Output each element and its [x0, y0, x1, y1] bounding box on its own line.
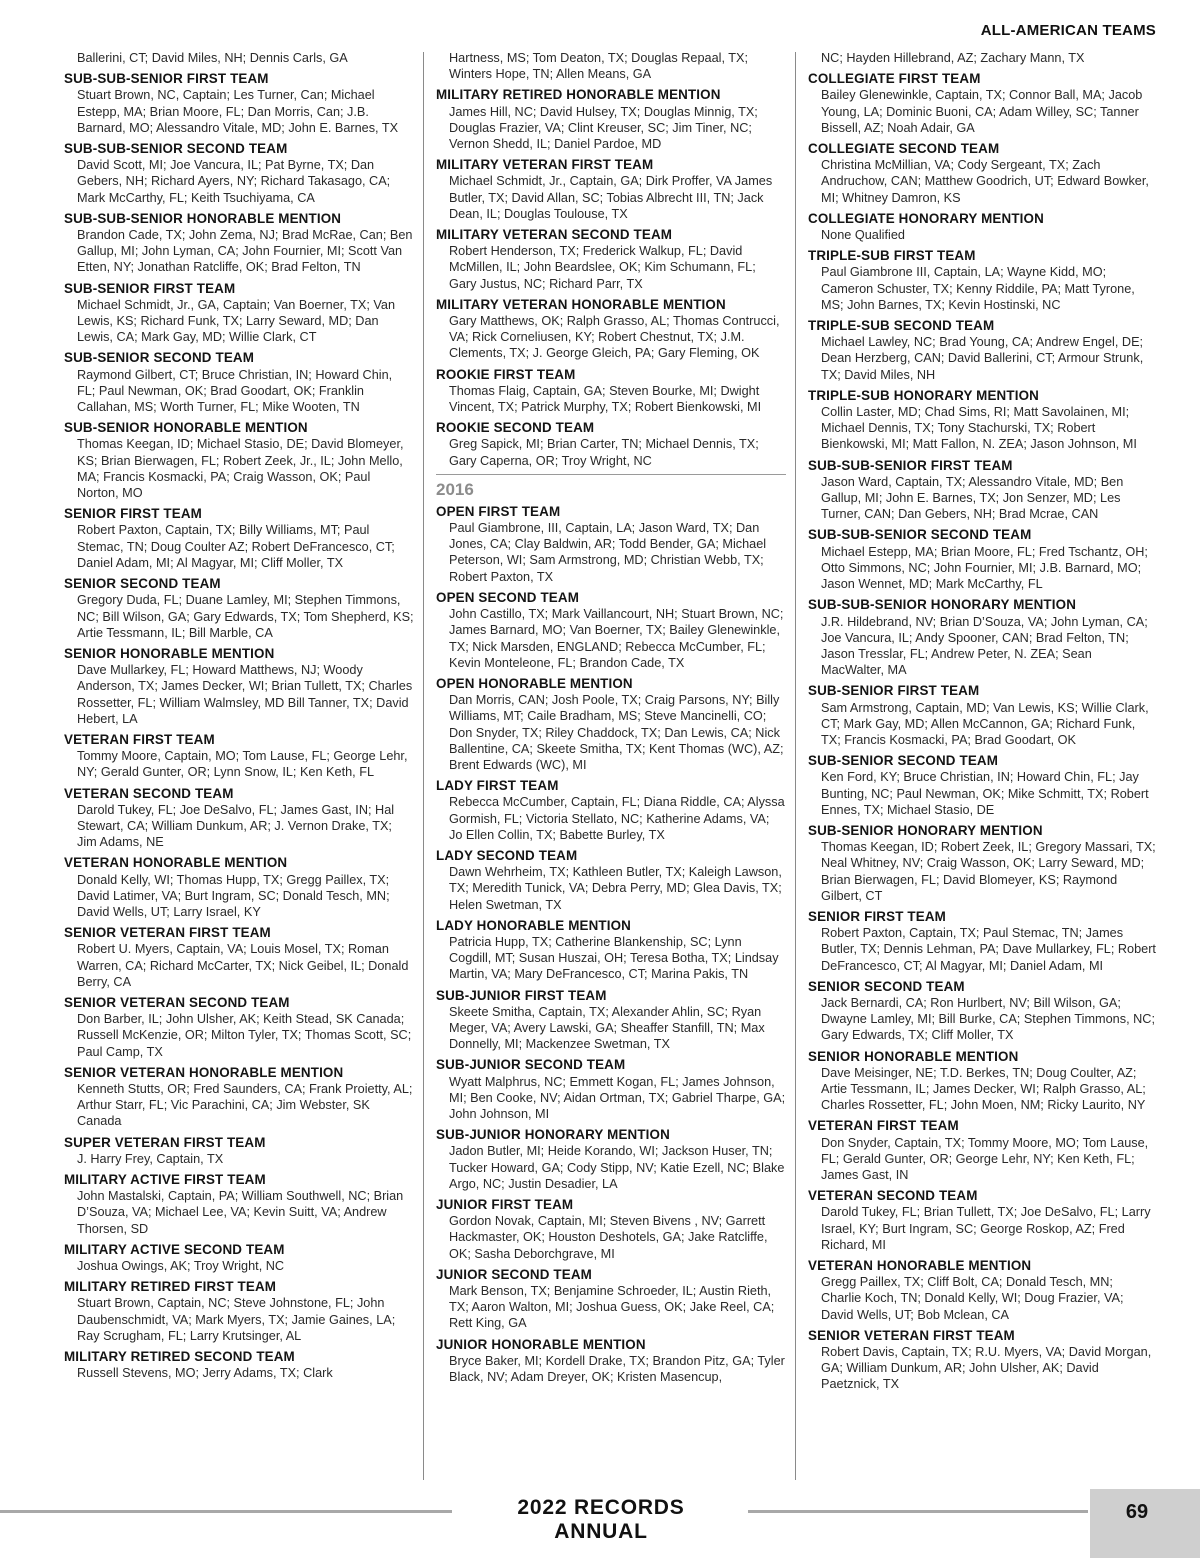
section-heading: SENIOR VETERAN SECOND TEAM — [64, 994, 290, 1010]
section-heading: SENIOR HONORABLE MENTION — [64, 645, 275, 661]
team-section — [436, 87, 786, 152]
section-roster: Michael Lawley, NC; Brad Young, CA; Andrew Engel, DE; Dean Herzberg, CAN; David Ballerini, CT; Armour Strunk, TX; David Miles, NH — [821, 335, 1144, 382]
section-heading: SENIOR FIRST TEAM — [64, 506, 202, 522]
continuation-text: Ballerini, CT; David Miles, NH; Dennis Carls, GA — [77, 51, 348, 65]
team-section — [808, 141, 1156, 206]
section-roster: Sam Armstrong, Captain, MD; Van Lewis, KS; Willie Clark, CT; Mark Gay, MD; Allen McCannon, GA; Richard Funk, TX; Francis Kosmacki, PA; Brad Goodart, OK — [821, 700, 1149, 747]
section-heading: MILITARY ACTIVE FIRST TEAM — [64, 1172, 266, 1187]
footer-rule — [0, 1510, 452, 1513]
team-section — [808, 527, 1156, 592]
team-section — [436, 676, 786, 773]
section-roster: Brandon Cade, TX; John Zema, NJ; Brad McRae, Can; Ben Gallup, MI; John Lyman, CA; John Fournier, MI; Scott Van Etten, NY; Jonathan Ratcliffe, OK; Brad Felton, TN — [77, 228, 413, 275]
section-heading: MILITARY RETIRED SECOND TEAM — [64, 1349, 295, 1365]
team-section — [436, 988, 786, 1053]
continuation-text: NC; Hayden Hillebrand, AZ; Zachary Mann, TX — [821, 51, 1085, 65]
section-heading: JUNIOR SECOND TEAM — [436, 1266, 592, 1282]
section-roster: John Mastalski, Captain, PA; William Southwell, NC; Brian D’Souza, VA; Michael Lee, VA; Kevin Suitt, VA; Andrew Thorsen, SD — [77, 1189, 404, 1236]
section-roster: Paul Giambrone, III, Captain, LA; Jason Ward, TX; Dan Jones, CA; Clay Baldwin, AR; Todd Bender, GA; Michael Peterson, WI; Sam Armstrong, MD; Christian Webb, TX; Robert Paxton, TX — [449, 521, 767, 584]
section-roster: Ken Ford, KY; Bruce Christian, IN; Howard Chin, FL; Jay Bunting, NC; Paul Newman, OK; Mike Schmitt, TX; Robert Ennes, TX; Michael Stasio, DE — [821, 770, 1149, 817]
section-heading: OPEN HONORABLE MENTION — [436, 675, 633, 691]
section-heading: JUNIOR HONORABLE MENTION — [436, 1336, 646, 1352]
team-section — [808, 458, 1156, 523]
section-heading: VETERAN HONORABLE MENTION — [64, 855, 288, 871]
section-roster: Darold Tukey, FL; Brian Tullett, TX; Joe DeSalvo, FL; Larry Israel, KY; Burt Ingram, SC; George Roskop, AZ; Fred Richard, MI — [821, 1205, 1151, 1252]
section-heading: VETERAN HONORABLE MENTION — [808, 1258, 1032, 1274]
team-section — [64, 855, 414, 920]
column-1 — [64, 50, 414, 1386]
team-section — [64, 350, 414, 415]
team-section — [436, 420, 786, 469]
content-columns — [64, 50, 1164, 1482]
section-heading: SUB-JUNIOR HONORARY MENTION — [436, 1127, 670, 1143]
section-heading: SENIOR SECOND TEAM — [64, 576, 221, 592]
section-heading: OPEN FIRST TEAM — [436, 503, 561, 519]
section-roster: Michael Schmidt, Jr., Captain, GA; Dirk Proffer, VA James Butler, TX; David Allan, SC; Tobias Albrecht III, TN; Jack Dean, IL; Douglas Toulouse, TX — [449, 174, 773, 221]
team-section — [64, 141, 414, 206]
section-heading: MILITARY VETERAN FIRST TEAM — [436, 157, 654, 173]
section-roster: Rebecca McCumber, Captain, FL; Diana Riddle, CA; Alyssa Gormish, FL; Victoria Stellato, NC; Katherine Adams, VA; Jo Ellen Collin, TX; Babette Burley, TX — [449, 795, 785, 842]
team-section — [436, 297, 786, 362]
team-section — [808, 1328, 1156, 1393]
team-section — [808, 1188, 1156, 1253]
section-roster: None Qualified — [821, 228, 905, 243]
team-section — [436, 227, 786, 292]
team-section — [436, 918, 786, 983]
section-heading: LADY FIRST TEAM — [436, 778, 559, 794]
section-heading: VETERAN FIRST TEAM — [808, 1118, 959, 1134]
section-heading: ROOKIE FIRST TEAM — [436, 366, 576, 382]
section-roster: Thomas Flaig, Captain, GA; Steven Bourke, MI; Dwight Vincent, TX; Patrick Murphy, TX; Robert Bienkowski, MI — [449, 383, 762, 415]
section-heading: SUB-JUNIOR FIRST TEAM — [436, 987, 607, 1003]
section-heading: TRIPLE-SUB SECOND TEAM — [808, 318, 995, 334]
team-section — [64, 1065, 414, 1130]
team-section — [808, 823, 1156, 904]
team-section — [808, 1258, 1156, 1323]
section-heading: SUB-SUB-SENIOR HONORARY MENTION — [808, 597, 1077, 613]
section-heading: SUB-SENIOR HONORABLE MENTION — [64, 420, 308, 436]
section-roster: Darold Tukey, FL; Joe DeSalvo, FL; James Gast, IN; Hal Stewart, CA; William Dunkum, AR; J. Vernon Drake, TX; Jim Adams, NE — [77, 802, 395, 850]
section-roster: Russell Stevens, MO; Jerry Adams, TX; Clark — [77, 1366, 333, 1381]
section-roster: Don Snyder, Captain, TX; Tommy Moore, MO; Tom Lause, FL; Gerald Gunter, OR; George Lehr, NY; Ken Keth, FL; James Gast, IN — [821, 1135, 1149, 1182]
section-roster: J. Harry Frey, Captain, TX — [77, 1151, 224, 1166]
team-section — [436, 1337, 786, 1386]
section-heading: LADY SECOND TEAM — [436, 847, 578, 863]
section-heading: SUB-SUB-SENIOR FIRST TEAM — [64, 71, 269, 87]
section-roster: Patricia Hupp, TX; Catherine Blankenship, SC; Lynn Cogdill, MT; Susan Huszai, OH; Teresa Botha, TX; Lindsay Martin, VA; Mary DeFrancesco, CT; Marina Pakis, TN — [449, 934, 779, 982]
team-section — [808, 979, 1156, 1044]
section-roster: Greg Sapick, MI; Brian Carter, TN; Michael Dennis, TX; Gary Caperna, OR; Troy Wright, NC — [449, 437, 759, 468]
team-section — [64, 576, 414, 641]
section-roster: Kenneth Stutts, OR; Fred Saunders, CA; Frank Proietty, AL; Arthur Starr, FL; Vic Parachini, CA; Jim Webster, SK Canada — [77, 1081, 413, 1129]
team-section — [808, 1118, 1156, 1183]
section-heading: OPEN SECOND TEAM — [436, 589, 580, 605]
team-section — [436, 157, 786, 222]
section-roster: Wyatt Malphrus, NC; Emmett Kogan, FL; James Johnson, MI; Ben Cooke, NV; Aidan Ortman, TX; Gabriel Tharpe, GA; John Johnson, MI — [449, 1074, 786, 1121]
team-section — [808, 683, 1156, 748]
section-roster: J.R. Hildebrand, NV; Brian D’Souza, VA; John Lyman, CA; Joe Vancura, IL; Andy Spooner, CAN; Brad Felton, TN; Jason Tresslar, FL; Andrew Peter, N. ZEA; Sean MacWalter, MA — [821, 614, 1148, 678]
section-roster: Gary Matthews, OK; Ralph Grasso, AL; Thomas Contrucci, VA; Rick Corneliusen, KY; Robert Chestnut, TX; J.M. Clements, TX; J. George Gleich, PA; Gary Fleming, OK — [449, 314, 780, 361]
column-2 — [436, 50, 786, 1390]
team-section — [64, 786, 414, 851]
team-section — [436, 1267, 786, 1332]
footer-title: 2022 RECORDS ANNUAL — [517, 1496, 685, 1543]
section-roster: Stuart Brown, NC, Captain; Les Turner, Can; Michael Estepp, MA; Brian Moore, FL; Dan Morris, Can; J.B. Barnard, MO; Alessandro Vitale, MD; John E. Barnes, TX — [77, 88, 399, 135]
team-section — [808, 1049, 1156, 1114]
section-heading: SUB-SUB-SENIOR FIRST TEAM — [808, 457, 1013, 473]
team-section — [808, 211, 1156, 243]
section-roster: Jadon Butler, MI; Heide Korando, WI; Jackson Huser, TN; Tucker Howard, GA; Cody Stipp, NV; Katie Ezell, NC; Blake Argo, NC; Justin Desadier, LA — [449, 1144, 785, 1191]
section-roster: Robert Henderson, TX; Frederick Walkup, FL; David McMillen, IL; John Beardslee, OK; Kim Schumann, FL; Gary Justus, NC; Richard Parr, TX — [449, 244, 756, 291]
team-section — [436, 1197, 786, 1262]
team-section — [64, 1349, 414, 1381]
section-heading: MILITARY ACTIVE SECOND TEAM — [64, 1241, 285, 1257]
section-roster: Michael Estepp, MA; Brian Moore, FL; Fred Tschantz, OH; Otto Simmons, NC; John Fournier, MI; J.B. Barnard, MO; Jason Wennet, MD; Mark McCarthy, FL — [821, 544, 1148, 592]
team-section — [436, 504, 786, 585]
team-section — [64, 506, 414, 571]
team-section — [64, 1242, 414, 1274]
section-roster: John Castillo, TX; Mark Vaillancourt, NH; Stuart Brown, NC; James Barnard, MO; Van Boerner, TX; Bailey Glenewinkle, TX; Nick Marsden, ENGLAND; Rebecca McCumber, FL; Kevin Monteleone, FL; Brandon Cade, TX — [449, 607, 784, 670]
section-roster: Dave Mullarkey, FL; Howard Matthews, NJ; Woody Anderson, TX; James Decker, WI; Brian Tullett, TX; Charles Rossetter, FL; William Walmsley, MD Bill Tanner, TX; David Hebert, LA — [77, 663, 413, 726]
team-section — [436, 848, 786, 913]
team-section — [808, 248, 1156, 313]
section-heading: SENIOR VETERAN FIRST TEAM — [64, 925, 271, 941]
section-roster: Mark Benson, TX; Benjamine Schroeder, IL; Austin Rieth, TX; Aaron Walton, MI; Joshua Guess, OK; Jake Reel, CA; Rett King, GA — [449, 1284, 775, 1331]
section-heading: VETERAN FIRST TEAM — [64, 731, 215, 747]
team-section — [808, 388, 1156, 453]
section-roster: Bailey Glenewinkle, Captain, TX; Connor Ball, MA; Jacob Young, LA; Dominic Buoni, CA; Adam Willey, SC; Tanner Bissell, AZ; Noah Adair, GA — [821, 88, 1143, 135]
section-heading: LADY HONORABLE MENTION — [436, 917, 631, 933]
section-roster: Robert Davis, Captain, TX; R.U. Myers, VA; David Morgan, GA; William Dunkum, AR; John Ulsher, AK; David Paetznick, TX — [821, 1345, 1152, 1392]
column-divider — [423, 52, 424, 1480]
section-heading: VETERAN SECOND TEAM — [64, 785, 234, 801]
section-heading: VETERAN SECOND TEAM — [808, 1188, 978, 1204]
section-roster: Dan Morris, CAN; Josh Poole, TX; Craig Parsons, NY; Billy Williams, MT; Caile Bradham, MS; Steve Mancinelli, CO; Don Snyder, TX; Riley Chaddock, TX; Dan Lewis, CA; Nick Ballentine, CA; Skeete Smitha, TX; Kent Thomas (WC), AZ; Brent Edwards (WC), MI — [449, 693, 784, 772]
section-heading: SUB-SENIOR FIRST TEAM — [64, 280, 236, 296]
section-heading: SENIOR SECOND TEAM — [808, 978, 965, 994]
section-heading: MILITARY RETIRED FIRST TEAM — [64, 1279, 277, 1295]
team-section — [436, 778, 786, 843]
section-heading: SUPER VETERAN FIRST TEAM — [64, 1134, 266, 1150]
team-section — [436, 590, 786, 671]
team-section — [436, 1057, 786, 1122]
footer-rule — [748, 1510, 1088, 1513]
section-heading: COLLEGIATE SECOND TEAM — [808, 141, 1000, 157]
running-head: ALL-AMERICAN TEAMS — [980, 22, 1156, 39]
section-roster: Don Barber, IL; John Ulsher, AK; Keith Stead, SK Canada; Russell McKenzie, OR; Milton Tyler, TX; Thomas Scott, SC; Paul Camp, TX — [77, 1012, 412, 1059]
section-roster: Dave Meisinger, NE; T.D. Berkes, TN; Doug Coulter, AZ; Artie Tessmann, IL; James Decker, WI; Ralph Grasso, AL; Charles Rossetter, FL; John Moen, NM; Ricky Laurito, NY — [821, 1065, 1146, 1113]
section-heading: SUB-SENIOR HONORARY MENTION — [808, 822, 1043, 838]
section-roster: Jack Bernardi, CA; Ron Hurlbert, NV; Bill Wilson, GA; Dwayne Lamley, MI; Bill Burke, CA; Stephen Timmons, NC; Gary Edwards, TX; Cliff Moller, TX — [821, 995, 1155, 1043]
section-heading: MILITARY RETIRED HONORABLE MENTION — [436, 87, 721, 103]
section-roster: Donald Kelly, WI; Thomas Hupp, TX; Gregg Paillex, TX; David Latimer, VA; Burt Ingram, SC; Donald Tesch, MN; David Wells, UT; Larry Israel, KY — [77, 872, 390, 919]
section-list — [64, 71, 414, 1381]
team-section — [808, 909, 1156, 974]
team-section — [808, 597, 1156, 678]
team-section — [64, 925, 414, 990]
column-3 — [808, 50, 1156, 1398]
year-divider — [436, 474, 786, 501]
section-roster: Gordon Novak, Captain, MI; Steven Bivens , NV; Garrett Hackmaster, OK; Houston Deshotels, GA; Jake Ratcliffe, OK; Sasha Deborchgrave, MI — [449, 1214, 768, 1261]
section-heading: JUNIOR FIRST TEAM — [436, 1197, 574, 1212]
team-section — [808, 318, 1156, 383]
section-heading: SUB-SENIOR FIRST TEAM — [808, 683, 980, 699]
section-heading: SUB-SUB-SENIOR HONORABLE MENTION — [64, 210, 342, 226]
team-section — [436, 1127, 786, 1192]
section-roster: Thomas Keegan, ID; Robert Zeek, IL; Gregory Massari, TX; Neal Whitney, NV; Craig Wasson, OK; Larry Seward, MD; Brian Bierwagen, FL; David Blomeyer, KS; Raymond Gilbert, CT — [821, 840, 1156, 903]
section-roster: James Hill, NC; David Hulsey, TX; Douglas Minnig, TX; Douglas Frazier, VA; Clint Kreuser, SC; Jim Tiner, NC; Vernon Shedd, IL; Daniel Pardoe, MD — [449, 104, 758, 152]
section-list — [436, 504, 786, 1385]
section-roster: Robert Paxton, Captain, TX; Paul Stemac, TN; James Butler, TX; Dennis Lehman, PA; Dave Mullarkey, FL; Robert DeFrancesco, CT; Al Magyar, MI; Daniel Adam, MI — [821, 926, 1156, 973]
section-heading: TRIPLE-SUB FIRST TEAM — [808, 248, 976, 264]
team-section — [808, 71, 1156, 136]
team-section — [64, 732, 414, 781]
section-heading: SENIOR VETERAN HONORABLE MENTION — [64, 1064, 344, 1080]
section-heading: TRIPLE-SUB HONORARY MENTION — [808, 387, 1039, 403]
section-heading: SENIOR VETERAN FIRST TEAM — [808, 1327, 1015, 1343]
team-section — [436, 367, 786, 416]
section-roster: Dawn Wehrheim, TX; Kathleen Butler, TX; Kaleigh Lawson, TX; Meredith Tunick, VA; Debra Perry, MD; Glea Davis, TX; Helen Swetman, TX — [449, 865, 782, 912]
section-roster: Robert Paxton, Captain, TX; Billy Williams, MT; Paul Stemac, TN; Doug Coulter AZ; Robert DeFrancesco, CT; Daniel Adam, MI; Al Magyar, MI; Cliff Moller, TX — [77, 523, 395, 570]
section-heading: MILITARY VETERAN SECOND TEAM — [436, 227, 673, 243]
team-section — [64, 995, 414, 1060]
column-divider — [795, 52, 796, 1480]
page-number: 69 — [1125, 1501, 1149, 1523]
section-roster: Michael Schmidt, Jr., GA, Captain; Van Boerner, TX; Van Lewis, KS; Richard Funk, TX; Larry Seward, MD; Dan Lewis, CA; Mark Gay, MD; Willie Clark, CT — [77, 297, 396, 345]
section-heading: SUB-SUB-SENIOR SECOND TEAM — [808, 527, 1032, 543]
section-roster: Stuart Brown, Captain, NC; Steve Johnstone, FL; John Daubenschmidt, VA; Mark Myers, TX; Jamie Gaines, LA; Ray Scrugham, FL; Larry Krutsinger, AL — [77, 1296, 396, 1343]
section-roster: Joshua Owings, AK; Troy Wright, NC — [77, 1259, 285, 1274]
section-roster: David Scott, MI; Joe Vancura, IL; Pat Byrne, TX; Dan Gebers, NH; Richard Ayers, NY; Richard Takasago, CA; Mark McCarthy, FL; Keith Tsuchiyama, CA — [77, 158, 391, 205]
team-section — [808, 753, 1156, 818]
team-section — [64, 71, 414, 136]
section-heading: SUB-SENIOR SECOND TEAM — [808, 753, 999, 769]
team-section — [64, 646, 414, 727]
section-roster: Tommy Moore, Captain, MO; Tom Lause, FL; George Lehr, NY; Gerald Gunter, OR; Lynn Snow, IL; Ken Keth, FL — [77, 749, 408, 780]
team-section — [64, 420, 414, 501]
section-heading: MILITARY VETERAN HONORABLE MENTION — [436, 296, 726, 312]
section-roster: Collin Laster, MD; Chad Sims, RI; Matt Savolainen, MI; Michael Dennis, TX; Tony Stachurski, TX; Robert Bienkowski, MI; Matt Fallon, N. ZEA; Jason Johnson, MI — [821, 405, 1137, 452]
section-roster: Gregory Duda, FL; Duane Lamley, MI; Stephen Timmons, NC; Bill Wilson, GA; Gary Edwards, TX; Tom Shepherd, KS; Artie Tessmann, IL; Bill Marble, CA — [77, 593, 414, 640]
section-heading: COLLEGIATE FIRST TEAM — [808, 71, 981, 87]
section-heading: SUB-JUNIOR SECOND TEAM — [436, 1057, 626, 1073]
section-heading: COLLEGIATE HONORARY MENTION — [808, 210, 1044, 226]
section-roster: Robert U. Myers, Captain, VA; Louis Mosel, TX; Roman Warren, CA; Richard McCarter, TX; Nick Geibel, IL; Donald Berry, CA — [77, 942, 409, 989]
section-heading: SUB-SENIOR SECOND TEAM — [64, 350, 255, 366]
section-list — [436, 87, 786, 468]
section-heading: SUB-SUB-SENIOR SECOND TEAM — [64, 141, 288, 157]
section-heading: SENIOR HONORABLE MENTION — [808, 1048, 1019, 1064]
continuation-text: Hartness, MS; Tom Deaton, TX; Douglas Repaal, TX; Winters Hope, TN; Allen Means, GA — [449, 51, 748, 82]
team-section — [64, 1135, 414, 1167]
section-roster: Thomas Keegan, ID; Michael Stasio, DE; David Blomeyer, KS; Brian Bierwagen, FL; Robert Zeek, Jr., IL; John Mello, MA; Francis Kosmacki, PA; Craig Wasson, OK; Paul Norton, MO — [77, 437, 404, 501]
section-roster: Raymond Gilbert, CT; Bruce Christian, IN; Howard Chin, FL; Paul Newman, OK; Brad Goodart, OK; Franklin Callahan, MS; Worth Turner, FL; Mike Wooten, TN — [77, 367, 393, 415]
section-roster: Paul Giambrone III, Captain, LA; Wayne Kidd, MO; Cameron Schuster, TX; Kenny Riddile, PA; Matt Tyrone, MS; John Barnes, TX; Kevin Hostinski, NC — [821, 265, 1135, 312]
year-heading: 2016 — [436, 479, 474, 499]
team-section — [64, 1172, 414, 1237]
section-roster: Christina McMillian, VA; Cody Sergeant, TX; Zach Andruchow, CAN; Matthew Goodrich, UT; Edward Bowker, MI; Whitney Damron, KS — [821, 158, 1149, 205]
section-heading: ROOKIE SECOND TEAM — [436, 420, 595, 436]
section-roster: Bryce Baker, MI; Kordell Drake, TX; Brandon Pitz, GA; Tyler Black, NV; Adam Dreyer, OK; Kristen Masencup, — [449, 1353, 785, 1385]
section-roster: Gregg Paillex, TX; Cliff Bolt, CA; Donald Tesch, MN; Charlie Koch, TN; Donald Kelly, WI; Doug Frazier, VA; David Wells, UT; Bob Mclean, CA — [821, 1275, 1124, 1322]
team-section — [64, 211, 414, 276]
team-section — [64, 1279, 414, 1344]
section-heading: SENIOR FIRST TEAM — [808, 908, 946, 924]
section-roster: Skeete Smitha, Captain, TX; Alexander Ahlin, SC; Ryan Meger, VA; Avery Lawski, GA; Sheaffer Stanfill, TN; Max Donnelly, MI; Mackenzee Swetman, TX — [449, 1004, 765, 1052]
team-section — [64, 281, 414, 346]
section-list — [808, 71, 1156, 1392]
section-roster: Jason Ward, Captain, TX; Alessandro Vitale, MD; Ben Gallup, MI; John E. Barnes, TX; Jon Senzer, MD; Les Turner, CAN; Dan Gebers, NH; Brad Mcrae, CAN — [821, 474, 1124, 522]
